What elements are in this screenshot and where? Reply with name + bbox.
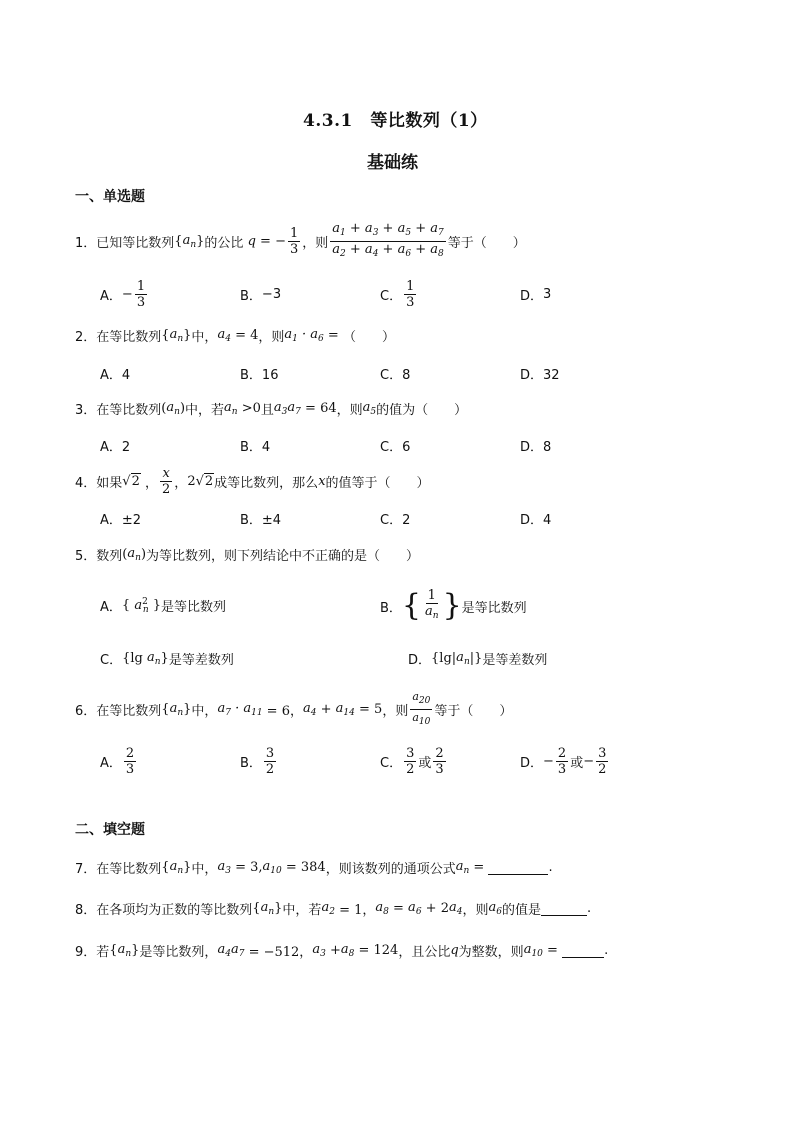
q1-text-then: ，则 — [302, 235, 329, 251]
question-7: 7． 在等比数列 { $a_n$ } 中， $a_3$ = 3, $a_{10}$ = 384 ，则该数列的通项公式 $a_n$ = . — [75, 859, 553, 877]
page-subtitle: 基础练 — [367, 153, 418, 173]
q6-option-b[interactable]: B． $\frac{3}{2}$ — [240, 745, 275, 777]
q1-number: 1． — [75, 235, 97, 251]
question-8: 8． 在各项均为正数的等比数列 { $a_n$ } 中，若 $a_2$ = 1， $a_8$ = $a_6$ + 2 $a_4$ ，则 $a_6$ 的值是 . — [75, 900, 592, 918]
q1-ratio-fraction: $\frac{1}{3}$ — [289, 225, 299, 257]
question-1: 1． 已知等比数列 { $a_n$ } 的公比 q = − $\frac{1}{3}$ ，则 $\frac{a_1 + a_3 + a_5 + a_7}{a_2 + a_4 + a_6 + a_8}$ 等于（ ） — [75, 220, 526, 262]
page-title: 4.3.1 等比数列（1） — [303, 111, 488, 131]
question-2: 2． 在等比数列 { $a_n$ } 中， $a_4$ = 4 ，则 $a_1 \cdot a_6$ = （ ） — [75, 327, 395, 345]
question-6: 6． 在等比数列 { $a_n$ } 中， $a_7 \cdot a_{11}$ = 6， $a_4$ + $a_{14}$ = 5 ，则 $\frac{a_{20}}{a_{10}}$ 等于（ ） — [75, 689, 513, 727]
q8-answer-blank[interactable] — [541, 901, 587, 916]
q1-option-c[interactable]: C． $\frac{1}{3}$ — [380, 278, 415, 310]
q1-expression-fraction: $\frac{a_1 + a_3 + a_5 + a_7}{a_2 + a_4 + a_6 + a_8}$ — [332, 220, 444, 259]
q2-option-a[interactable]: A．4 — [100, 368, 131, 383]
question-5: 5． 数列 ( $a_n$ ) 为等比数列，则下列结论中不正确的是（ ） — [75, 546, 420, 564]
section-single-choice: 一、单选题 — [75, 189, 145, 205]
q1-text-post: 等于（ ） — [447, 235, 526, 251]
q2-option-b[interactable]: B．16 — [240, 368, 279, 383]
q1-text-pre: 已知等比数列 — [96, 235, 175, 251]
question-9: 9． 若 { $a_n$ } 是等比数列， $a_4a_7$ = −512， $a_3$ + $a_8$ = 124 ，且公比 q 为整数，则 $a_{10}$ = . — [75, 942, 609, 960]
q5-option-a[interactable]: A． { $a^2_n$ } 是等比数列 — [100, 596, 227, 615]
q2-option-d[interactable]: D．32 — [520, 368, 560, 383]
q5-option-b[interactable]: B． { $\frac{1}{a_n}$ } 是等比数列 — [380, 588, 527, 623]
q3-option-b[interactable]: B．4 — [240, 440, 271, 455]
question-3: 3． 在等比数列 ( $a_n$ ) 中，若 $a_n$ >0 且 $a_3a_7$ = 64 ，则 $a_5$ 的值为（ ） — [75, 400, 468, 418]
q4-option-d[interactable]: D．4 — [520, 513, 552, 528]
q1-option-b[interactable]: B． −3 — [240, 287, 282, 304]
question-4: 4． 如果 √ 2 ， $\frac{x}{2}$ ， 2 √ 2 成等比数列，那么 x 的值等于（ ） — [75, 465, 430, 497]
section-fill-in: 二、填空题 — [75, 822, 145, 838]
q6-option-a[interactable]: A． $\frac{2}{3}$ — [100, 745, 135, 777]
q4-option-c[interactable]: C．2 — [380, 513, 411, 528]
q5-option-d[interactable]: D． { lg | $a_n$ | } 是等差数列 — [408, 650, 548, 668]
q6-option-c[interactable]: C． $\frac{3}{2}$ 或 $\frac{2}{3}$ — [380, 745, 444, 777]
q2-option-c[interactable]: C．8 — [380, 368, 411, 383]
q1-option-a[interactable]: A． − $\frac{1}{3}$ — [100, 278, 146, 310]
q9-answer-blank[interactable] — [562, 943, 604, 958]
q3-option-c[interactable]: C．6 — [380, 440, 411, 455]
q1-option-d[interactable]: D． 3 — [520, 287, 552, 304]
q5-option-c[interactable]: C． { lg $a_n$ } 是等差数列 — [100, 650, 234, 668]
q4-option-a[interactable]: A．±2 — [100, 513, 142, 528]
q4-option-b[interactable]: B．±4 — [240, 513, 282, 528]
q6-option-d[interactable]: D． − $\frac{2}{3}$ 或 − $\frac{3}{2}$ — [520, 745, 607, 777]
q3-option-a[interactable]: A．2 — [100, 440, 131, 455]
q7-answer-blank[interactable] — [488, 860, 548, 875]
q1-text-mid: 的公比 — [204, 235, 244, 251]
q3-option-d[interactable]: D．8 — [520, 440, 552, 455]
